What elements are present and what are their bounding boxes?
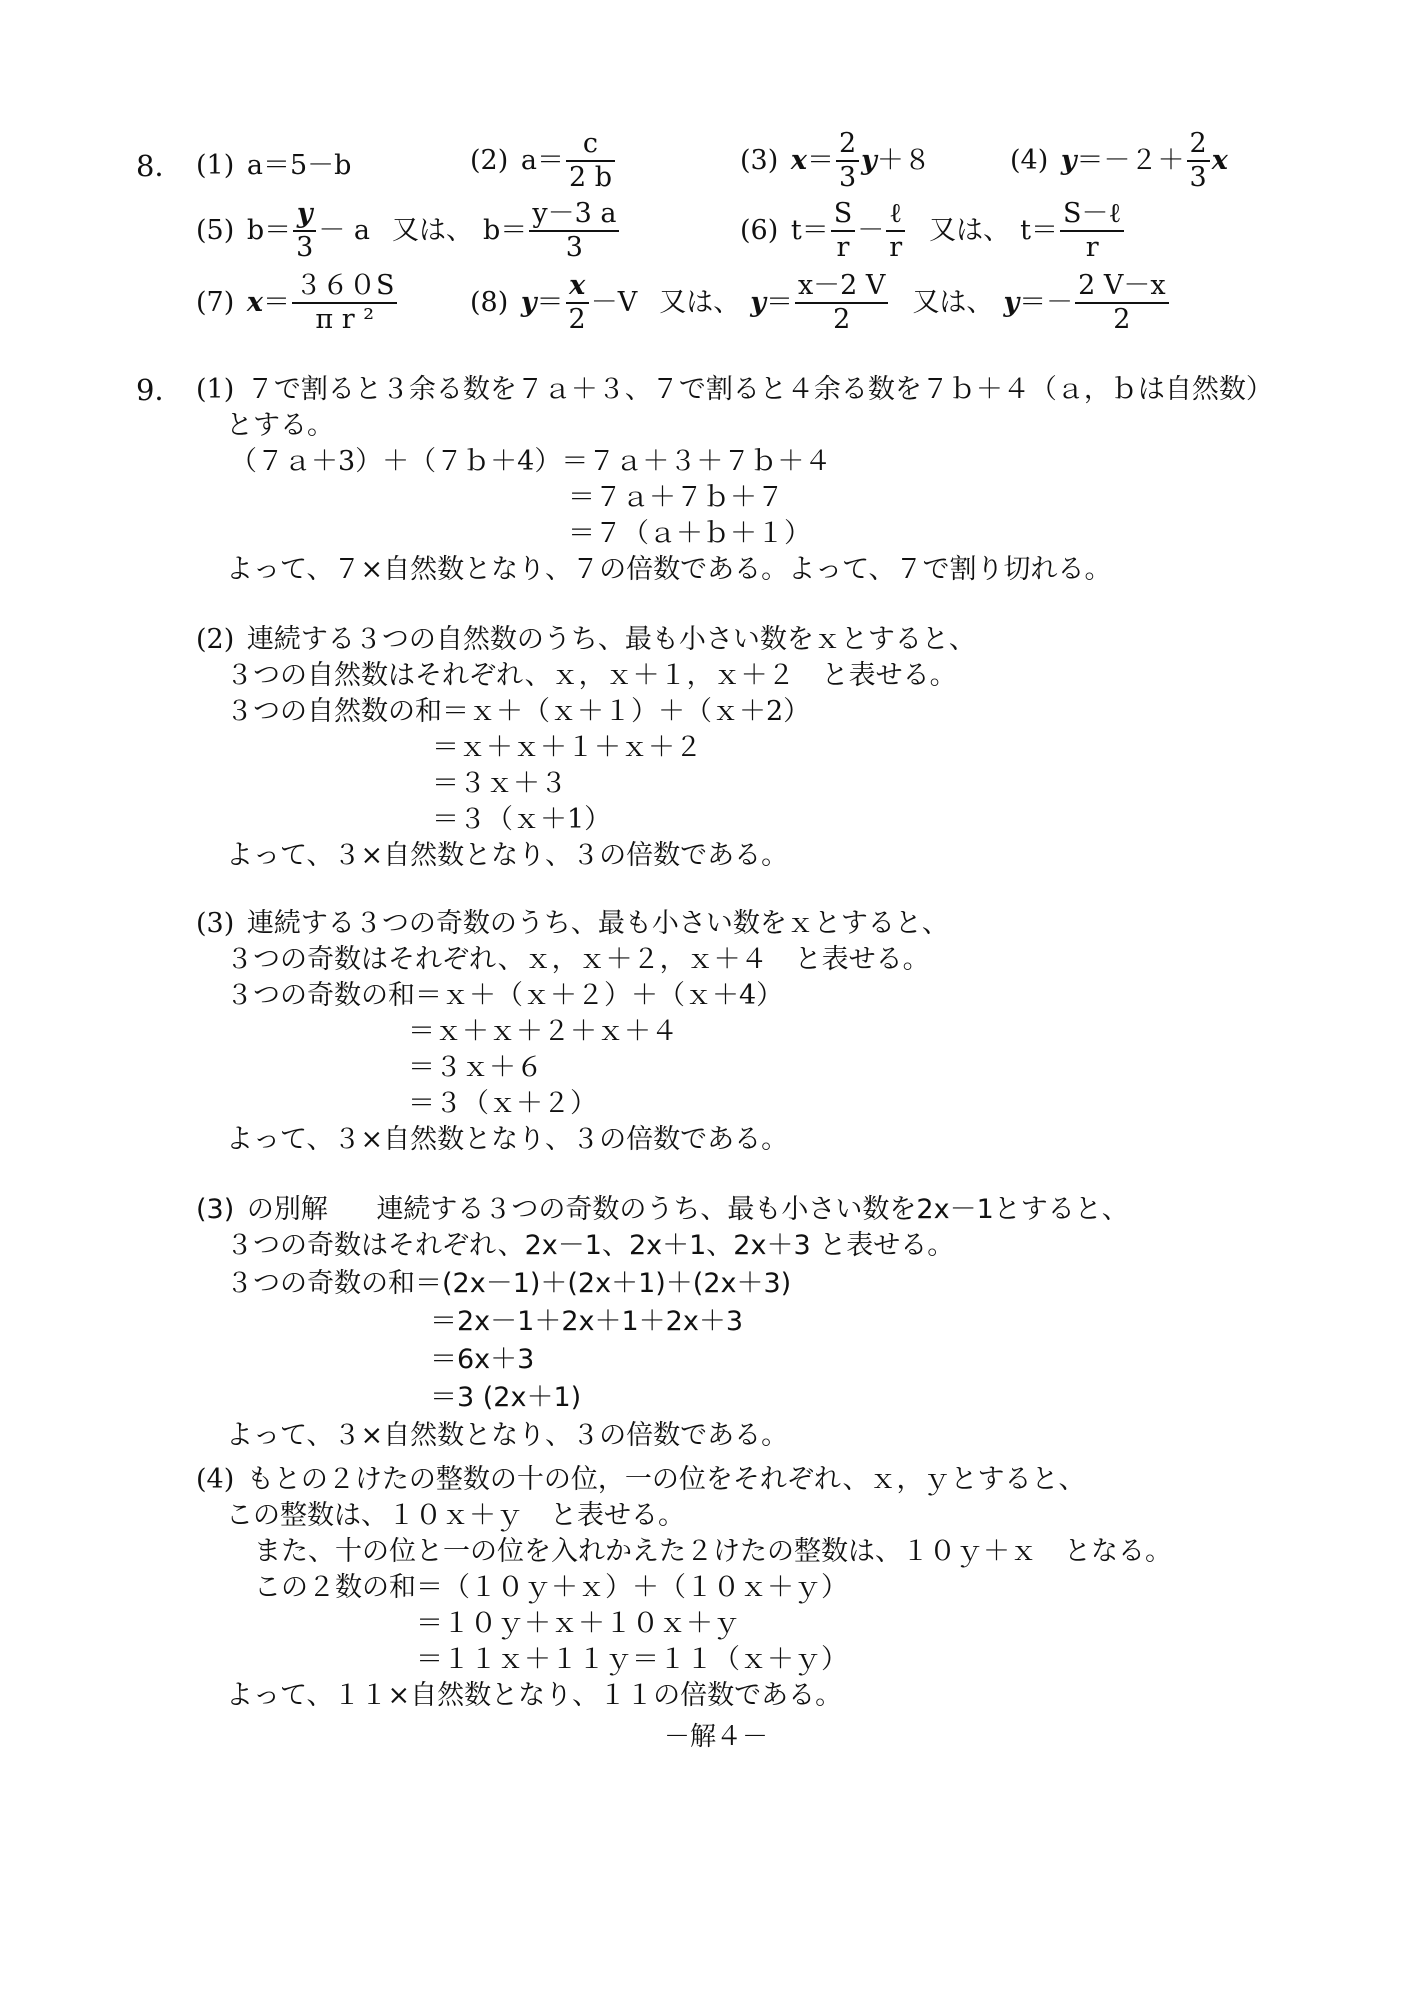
q8-part-1-label: (1) [196,150,235,181]
q8-part-7-denominator: π r ² [315,304,375,336]
q9-part-3-alt-statement: 連続する３つの奇数のうち、最も小さい数を2x－1とすると、 [376,1194,1129,1225]
q8-part-4-denominator: 3 [1189,162,1207,194]
q8-part-8-denominator-2: 2 [833,304,851,336]
q8-part-3-fraction [836,130,859,193]
q9-part-2-equation-1: ３つの自然数の和＝ｘ＋（ｘ＋１）＋（ｘ＋2） [226,696,811,727]
q8-part-3-label: (3) [740,144,779,176]
q8-part-2-lhs: a＝ [520,144,564,176]
q9-part-3-equation-2: ＝ｘ＋ｘ＋２＋ｘ＋４ [408,1016,678,1047]
q8-part-7-eq: ＝ [262,286,290,318]
q9-part-2-equation-4: ＝３（ｘ＋1） [432,804,612,835]
q8-part-8-eq-2: ＝ [765,286,793,318]
q8-part-6-numerator-3: S－ℓ [1060,200,1124,232]
q9-part-2-equation-2: ＝ｘ＋ｘ＋１＋ｘ＋２ [432,732,702,763]
q8-part-7 [196,272,399,335]
q8-part-8-eq: ＝ [536,286,564,318]
q9-part-3-equation-1: ３つの奇数の和＝ｘ＋（ｘ＋２）＋（ｘ＋4） [226,980,784,1011]
q9-part-3-line-2: ３つの奇数はそれぞれ、ｘ，ｘ＋２，ｘ＋４ と表せる。 [226,944,930,975]
q9-part-2-line-2: ３つの自然数はそれぞれ、ｘ，ｘ＋１，ｘ＋２ と表せる。 [226,660,957,691]
q8-part-6-fraction-1 [831,200,856,263]
q9-part-1-equation-2: ＝７ａ＋７ｂ＋７ [568,482,784,513]
q9-part-4-equation-1: この２数の和＝（１０ｙ＋ｘ）＋（１０ｘ＋ｙ） [254,1572,848,1603]
q8-part-3-numerator: 2 [836,130,859,162]
q8-part-8-denominator-1: 2 [568,304,586,336]
q9-part-2-conclusion: よって、３×自然数となり、３の倍数である。 [226,840,789,871]
q9-part-1-label: (1) [196,374,235,405]
q8-part-2-label: (2) [470,144,509,176]
q8-part-8-denominator-3: 2 [1113,304,1131,336]
q8-part-6-denominator-1: r [836,232,850,264]
q9-part-3-alt-equation-2: ＝2x－1＋2x＋1＋2x＋3 [430,1306,744,1337]
q8-part-4-numerator: 2 [1187,130,1210,162]
q9-part-3-statement: 連続する３つの奇数のうち、最も小さい数をｘとすると、 [246,908,949,939]
q8-part-5-lhs: b＝ [246,214,292,246]
q9-part-2-line-1 [196,626,976,653]
q9-part-3-alt-line-2: ３つの奇数はそれぞれ、2x－1、2x＋1、2x＋3 と表せる。 [226,1230,955,1261]
q8-part-8-y-2: y [750,286,766,318]
q8-part-7-label: (7) [196,286,235,318]
q8-part-6-fraction-2 [886,200,905,263]
q9-part-4-equation-2: ＝１０ｙ＋ｘ＋１０ｘ＋ｙ [416,1608,740,1639]
q9-part-3-alt-equation-3: ＝6x＋3 [430,1344,535,1375]
q9-part-3-label: (3) [196,908,235,939]
q8-part-3-rest: ＋８ [876,144,931,176]
q8-part-5 [196,200,621,263]
q9-part-3-alt-conclusion: よって、３×自然数となり、３の倍数である。 [226,1420,789,1451]
q8-part-5-alt: 又は、 [392,214,474,246]
q8-part-8-label: (8) [470,286,509,318]
q8-part-1-answer: a＝5－b [246,150,352,181]
q9-part-3-alt-heading: の別解 [246,1194,328,1225]
q8-part-3-y: y [861,144,877,176]
q9-part-3-alt-equation-4: ＝3 (2x＋1) [430,1382,582,1413]
q8-part-4-x: x [1211,144,1228,176]
q8-part-8-eq-3: ＝－ [1019,286,1074,318]
q8-part-3-eq: ＝ [806,144,834,176]
q8-part-8-y: y [520,286,537,318]
q8-part-4-y: y [1060,144,1077,176]
q8-part-6-numerator-1: S [831,200,856,232]
q8-part-5-denominator-1: 3 [296,232,314,264]
q8-part-8-numerator-1: x [566,272,589,304]
q8-part-6-minus: － [857,214,885,246]
q8-part-6-label: (6) [740,214,779,246]
page-number: －解４－ [664,1722,769,1752]
q9-part-1-statement: ７で割ると３余る数を７ａ＋３、７で割ると４余る数を７ｂ＋４（ａ，ｂは自然数） [246,374,1273,405]
q9-part-3-alt-line-1 [196,1196,1129,1223]
q8-part-6-numerator-2: ℓ [886,200,905,232]
q8-part-6-lhs-2: t＝ [1020,214,1058,246]
q8-part-5-fraction-2 [529,200,619,263]
q9-part-4-line-2: この整数は、１０ｘ＋ｙ と表せる。 [226,1500,685,1531]
q9-part-1-equation-1: （７ａ＋3）＋（７ｂ＋4）＝７ａ＋３＋７ｂ＋４ [230,446,832,477]
q9-part-4-line-1 [196,1466,1085,1493]
q8-part-7-fraction [292,272,398,335]
q9-part-4-label: (4) [196,1464,235,1495]
q8-part-5-numerator-1: y [293,200,316,232]
q9-part-1-line-1 [196,376,1273,403]
q9-part-3-conclusion: よって、３×自然数となり、３の倍数である。 [226,1124,789,1155]
q8-part-5-fraction-1 [293,200,316,263]
q8-part-5-numerator-2: y－3 a [529,200,619,232]
q8-part-4-label: (4) [1010,144,1049,176]
q8-part-1 [196,152,351,179]
q8-part-3 [740,130,931,193]
q9-part-4-conclusion: よって、１１×自然数となり、１１の倍数である。 [226,1680,843,1711]
q8-part-2-denominator: 2 b [568,162,612,194]
q8-part-4 [1010,130,1228,193]
q8-part-8-fraction-1 [566,272,589,335]
q8-part-2-fraction [566,130,615,193]
q8-part-8-fraction-3 [1075,272,1169,335]
q8-part-6-denominator-3: r [1085,232,1099,264]
q8-part-7-numerator: ３６０S [292,272,398,304]
q8-part-5-tail: － a [318,214,371,246]
q9-part-2-label: (2) [196,624,235,655]
q8-part-2 [470,130,617,193]
q8-part-6-denominator-2: r [889,232,903,264]
q8-part-5-label: (5) [196,214,235,246]
q9-number: 9． [136,373,184,407]
q9-part-2-equation-3: ＝３ｘ＋３ [432,768,567,799]
q8-part-6 [740,200,1126,263]
q9-part-3-equation-4: ＝３（ｘ＋２） [408,1088,597,1119]
q8-part-8-tail: －V [590,286,638,318]
q9-part-1-conclusion: よって、７×自然数となり、７の倍数である。よって、７で割り切れる。 [226,554,1112,585]
q8-part-7-x: x [246,286,263,318]
q8-part-8-y-3: y [1003,286,1020,318]
q9-part-3-alt-equation-1: ３つの奇数の和＝(2x－1)＋(2x＋1)＋(2x＋3) [226,1268,792,1299]
q8-part-6-lhs: t＝ [790,214,829,246]
q8-part-3-x: x [790,144,807,176]
q8-part-8-alt-1: 又は、 [659,286,741,318]
q8-part-2-numerator: c [566,130,615,162]
q8-part-8-numerator-3: 2 V－x [1075,272,1169,304]
q8-part-6-fraction-3 [1060,200,1124,263]
q8-part-8-alt-2: 又は、 [912,286,994,318]
q8-part-8-numerator-2: x－2 V [795,272,889,304]
q9-part-2-statement: 連続する３つの自然数のうち、最も小さい数をｘとすると、 [246,624,976,655]
q8-part-3-denominator: 3 [838,162,857,194]
q8-part-4-fraction [1187,130,1210,193]
q9-part-3-equation-3: ＝３ｘ＋６ [408,1052,543,1083]
q8-part-8-fraction-2 [795,272,889,335]
q9-part-3-alt-label: (3) [196,1194,235,1225]
q8-part-5-denominator-2: 3 [565,232,583,264]
q8-part-5-lhs-2: b＝ [483,214,528,246]
q8-part-4-pre: ＝－２＋ [1076,144,1185,176]
q9-part-4-equation-3: ＝１１ｘ＋１１ｙ＝１１（ｘ＋ｙ） [416,1644,848,1675]
q9-part-4-line-3: また、十の位と一の位を入れかえた２けたの整数は、１０ｙ＋ｘ となる。 [254,1536,1172,1567]
q9-part-1-equation-3: ＝７（ａ＋ｂ＋１） [568,518,811,549]
q9-part-1-line-2: とする。 [226,410,334,441]
q9-part-3-line-1 [196,910,949,937]
q8-number: 8． [136,149,184,183]
q9-part-4-statement: もとの２けたの整数の十の位，一の位をそれぞれ、ｘ，ｙとすると、 [246,1464,1086,1495]
q8-part-6-alt: 又は、 [929,214,1011,246]
q8-part-8 [470,272,1171,335]
